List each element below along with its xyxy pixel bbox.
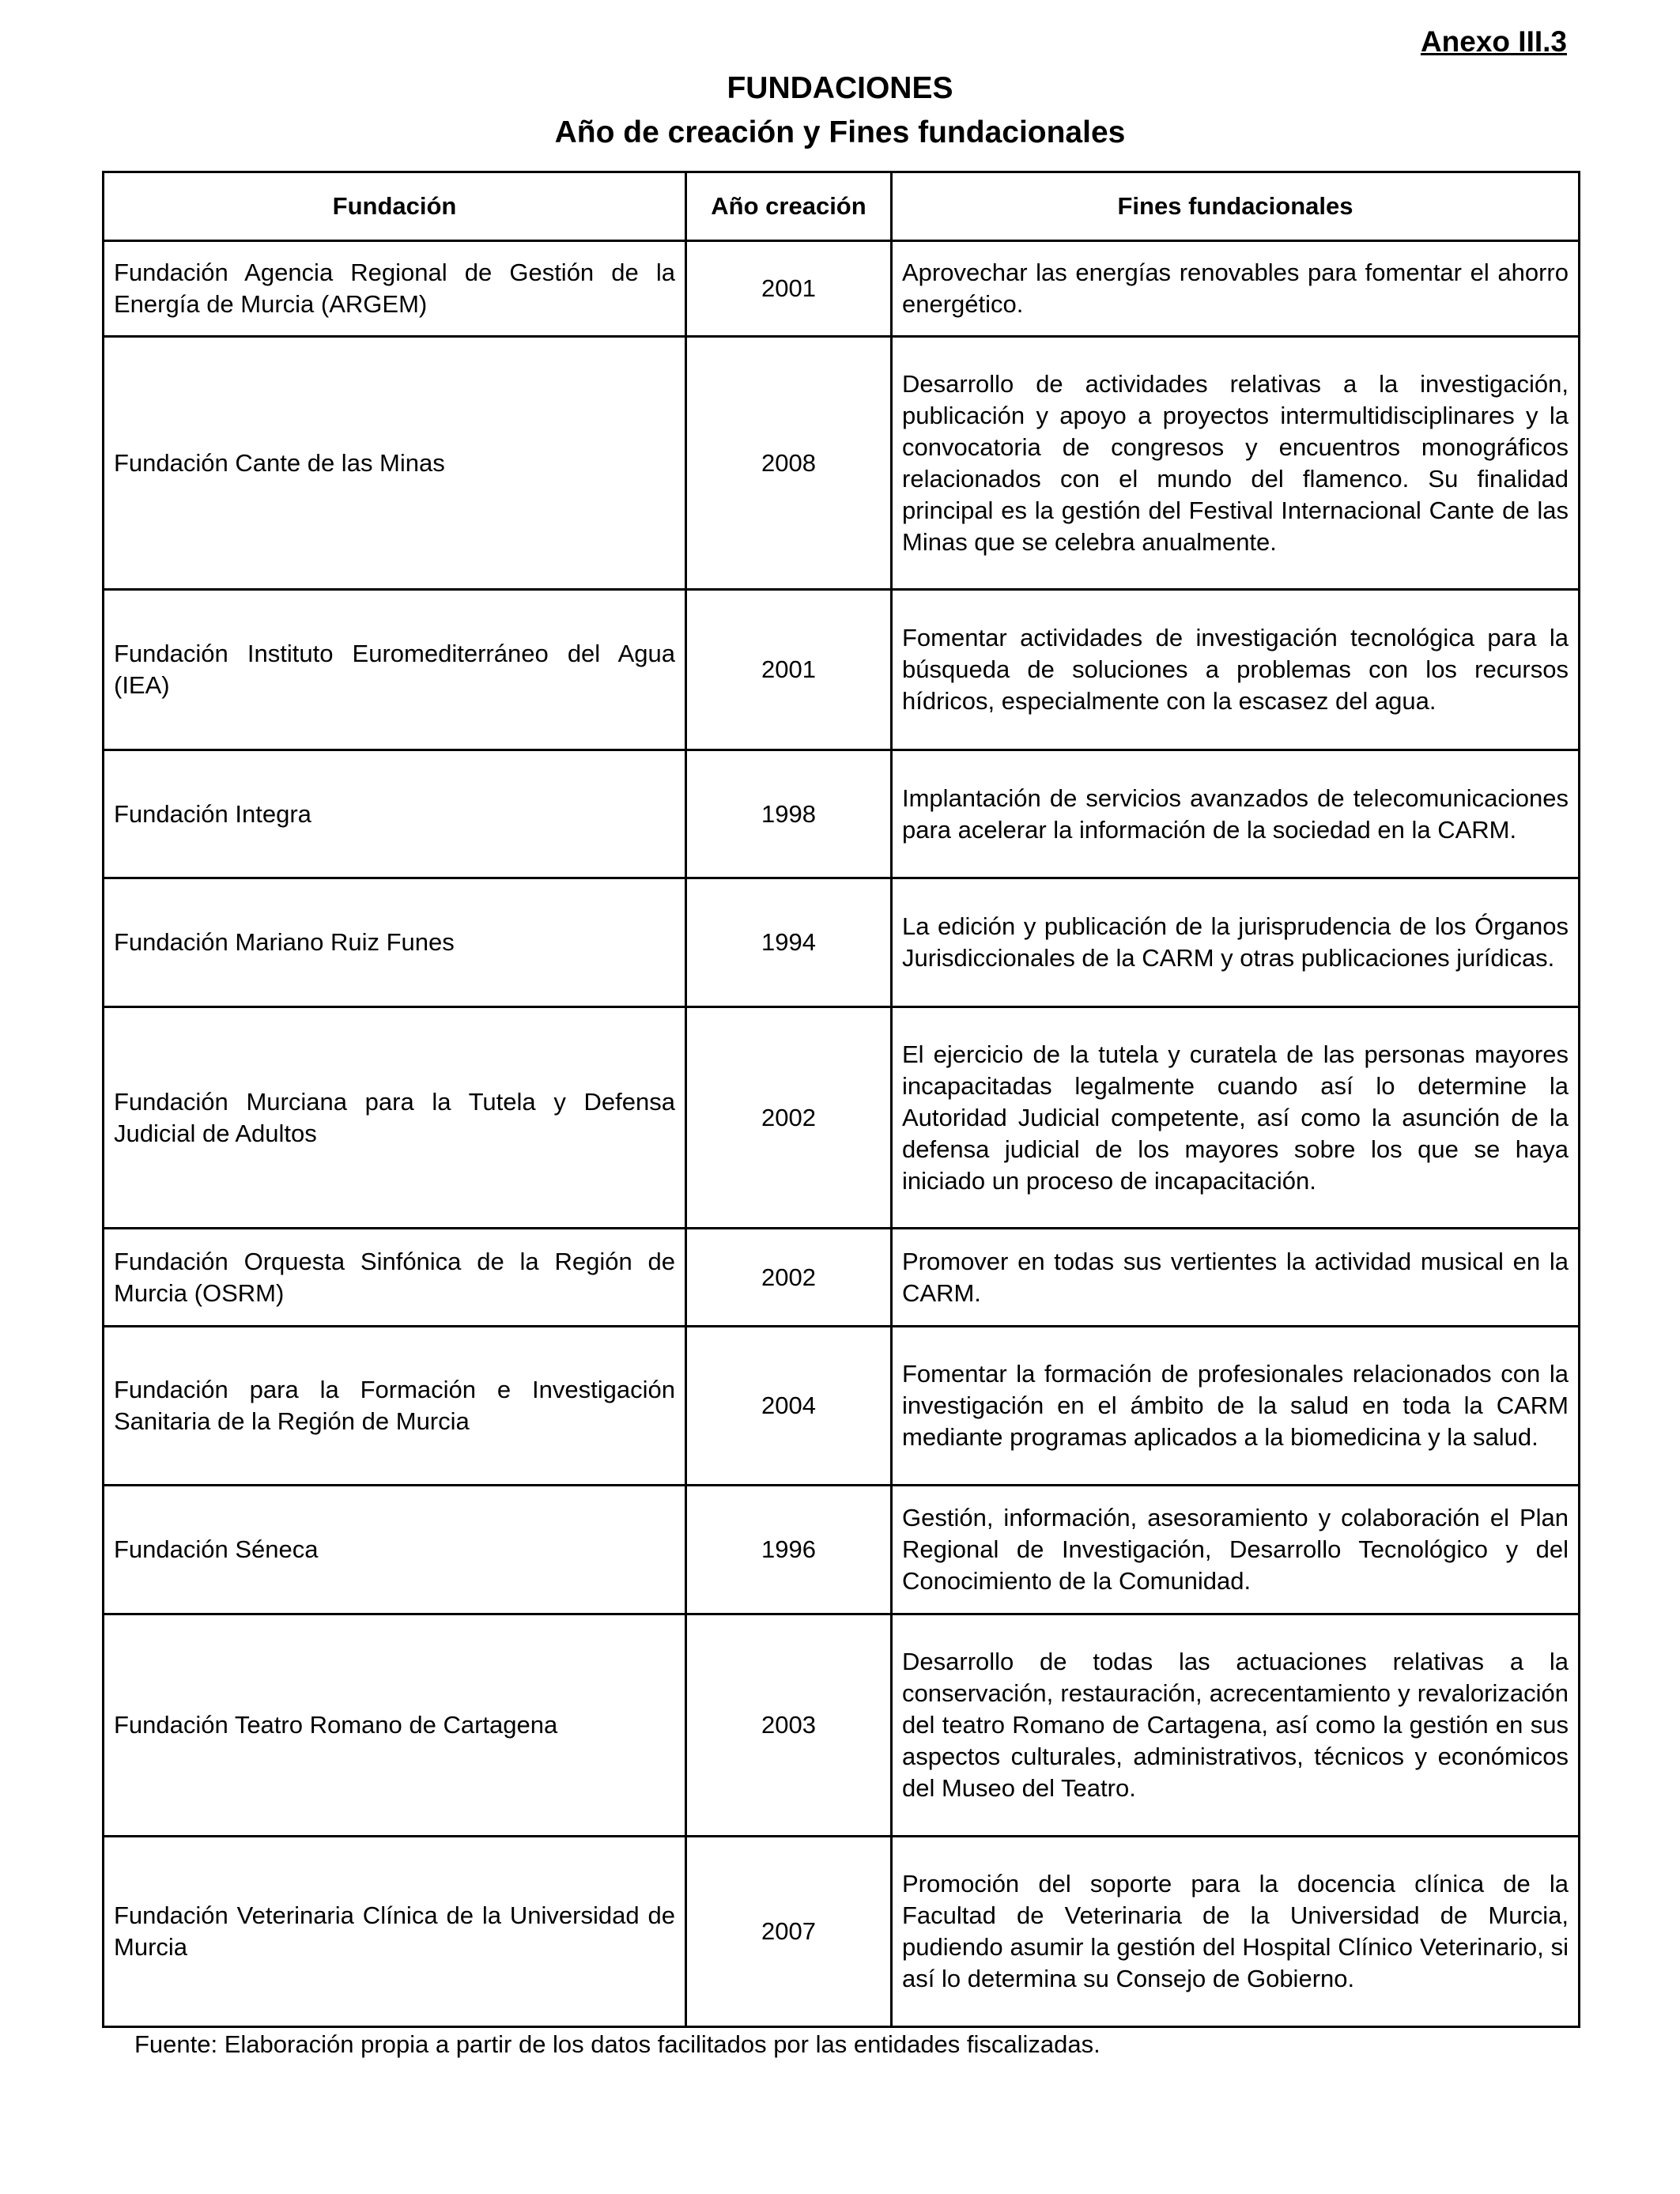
creation-year: 2007 [686, 1837, 892, 2027]
foundation-purpose: Promover en todas sus vertientes la actividad musical en la CARM. [892, 1229, 1580, 1327]
foundation-purpose: Fomentar actividades de investigación tecnológica para la búsqueda de soluciones a problemas con los recursos hídricos, especialmente con la escasez del agua. [892, 590, 1580, 750]
foundation-name: Fundación Séneca [104, 1486, 686, 1614]
table-row [104, 590, 1580, 750]
foundation-name: Fundación Integra [104, 750, 686, 878]
table-row [104, 1229, 1580, 1327]
creation-year: 1994 [686, 878, 892, 1007]
foundation-purpose: El ejercicio de la tutela y curatela de las personas mayores incapacitadas legalmente cuando así lo determine la Autoridad Judicial competente, así como la asunción de la defensa judicial de los mayores sobre los que se haya iniciado un proceso de incapacitación. [892, 1007, 1580, 1229]
foundation-purpose: Aprovechar las energías renovables para fomentar el ahorro energético. [892, 241, 1580, 337]
creation-year: 2002 [686, 1007, 892, 1229]
foundation-purpose: Desarrollo de actividades relativas a la investigación, publicación y apoyo a proyectos intermultidisciplinares y la convocatoria de congresos y encuentros monográficos relacionados con el mundo del flamenco. Su finalidad principal es la gestión del Festival Internacional Cante de las Minas que se celebra anualmente. [892, 337, 1580, 590]
table-row [104, 241, 1580, 337]
page-subtitle: Año de creación y Fines fundacionales [554, 115, 1126, 149]
foundation-name: Fundación Murciana para la Tutela y Defensa Judicial de Adultos [104, 1007, 686, 1229]
creation-year: 2002 [686, 1229, 892, 1327]
table-header-row [104, 172, 1580, 241]
foundation-purpose: Gestión, información, asesoramiento y colaboración el Plan Regional de Investigación, Desarrollo Tecnológico y del Conocimiento de la Comunidad. [892, 1486, 1580, 1614]
table-row [104, 1614, 1580, 1837]
foundation-purpose: La edición y publicación de la jurisprudencia de los Órganos Jurisdiccionales de la CARM y otras publicaciones jurídicas. [892, 878, 1580, 1007]
foundations-table [102, 171, 1580, 2028]
foundation-name: Fundación para la Formación e Investigación Sanitaria de la Región de Murcia [104, 1327, 686, 1486]
table-row [104, 878, 1580, 1007]
foundation-name: Fundación Orquesta Sinfónica de la Región de Murcia (OSRM) [104, 1229, 686, 1327]
creation-year: 2001 [686, 241, 892, 337]
creation-year: 2001 [686, 590, 892, 750]
table-row [104, 750, 1580, 878]
foundation-name: Fundación Agencia Regional de Gestión de la Energía de Murcia (ARGEM) [104, 241, 686, 337]
page-title: FUNDACIONES [727, 71, 953, 105]
header-purpose: Fines fundacionales [892, 172, 1580, 241]
foundation-name: Fundación Cante de las Minas [104, 337, 686, 590]
foundation-name: Fundación Teatro Romano de Cartagena [104, 1614, 686, 1837]
creation-year: 2003 [686, 1614, 892, 1837]
creation-year: 2008 [686, 337, 892, 590]
foundation-name: Fundación Instituto Euromediterráneo del Agua (IEA) [104, 590, 686, 750]
foundation-name: Fundación Mariano Ruiz Funes [104, 878, 686, 1007]
header-year: Año creación [686, 172, 892, 241]
foundation-purpose: Promoción del soporte para la docencia clínica de la Facultad de Veterinaria de la Universidad de Murcia, pudiendo asumir la gestión del Hospital Clínico Veterinario, si así lo determina su Consejo de Gobierno. [892, 1837, 1580, 2027]
table-row [104, 1007, 1580, 1229]
header-foundation: Fundación [104, 172, 686, 241]
foundation-purpose: Desarrollo de todas las actuaciones relativas a la conservación, restauración, acrecentamiento y revalorización del teatro Romano de Cartagena, así como la gestión en sus aspectos culturales, administrativos, técnicos y económicos del Museo del Teatro. [892, 1614, 1580, 1837]
annex-label: Anexo III.3 [1420, 25, 1567, 58]
foundation-purpose: Fomentar la formación de profesionales relacionados con la investigación en el ámbito de la salud en toda la CARM mediante programas aplicados a la biomedicina y la salud. [892, 1327, 1580, 1486]
creation-year: 1998 [686, 750, 892, 878]
table-row [104, 1327, 1580, 1486]
table-row [104, 1486, 1580, 1614]
table-row [104, 1837, 1580, 2027]
source-note: Fuente: Elaboración propia a partir de los datos facilitados por las entidades fiscalizadas. [134, 2030, 1100, 2058]
table-row [104, 337, 1580, 590]
creation-year: 2004 [686, 1327, 892, 1486]
foundation-name: Fundación Veterinaria Clínica de la Universidad de Murcia [104, 1837, 686, 2027]
foundation-purpose: Implantación de servicios avanzados de telecomunicaciones para acelerar la información de la sociedad en la CARM. [892, 750, 1580, 878]
creation-year: 1996 [686, 1486, 892, 1614]
